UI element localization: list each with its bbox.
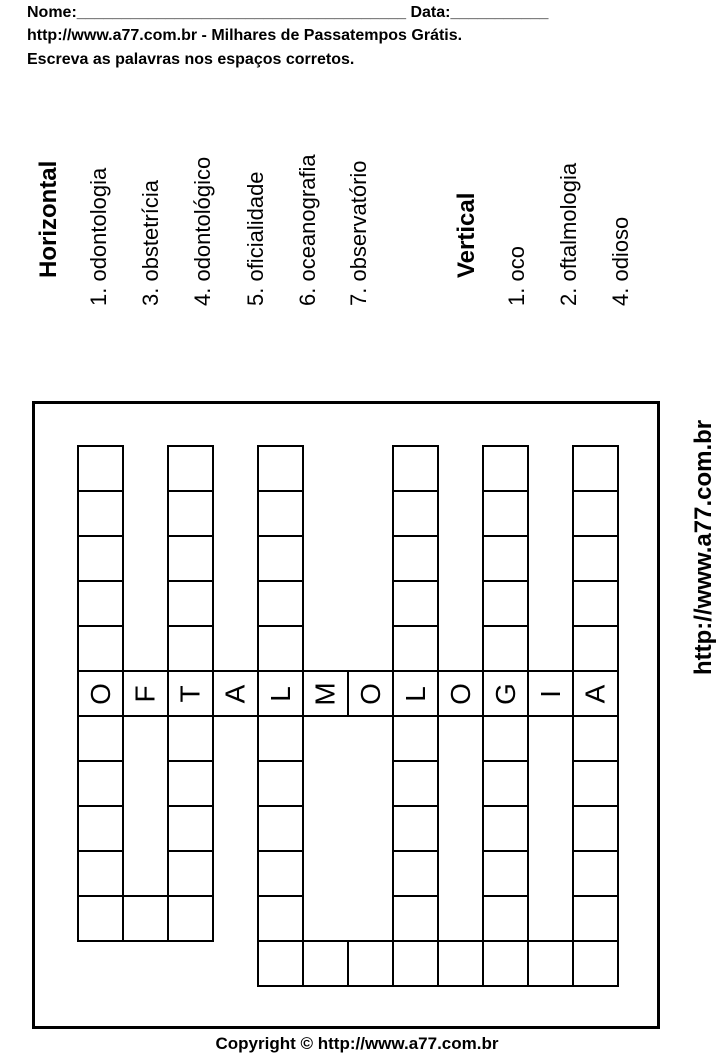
grid-cell[interactable] bbox=[437, 940, 484, 987]
grid-cell[interactable] bbox=[482, 760, 529, 807]
grid-letter: O bbox=[84, 682, 116, 705]
grid-cell[interactable] bbox=[482, 895, 529, 942]
grid-cell[interactable] bbox=[392, 670, 439, 717]
grid-cell[interactable] bbox=[392, 760, 439, 807]
horizontal-title: Horizontal bbox=[35, 160, 62, 278]
horizontal-clue: 7. observatório bbox=[346, 160, 371, 306]
grid-cell[interactable] bbox=[77, 805, 124, 852]
grid-cell[interactable] bbox=[167, 715, 214, 762]
grid-cell[interactable] bbox=[167, 490, 214, 537]
vertical-clue: 4. odioso bbox=[608, 216, 633, 306]
grid-cell[interactable] bbox=[392, 715, 439, 762]
grid-cell[interactable] bbox=[347, 940, 394, 987]
grid-cell[interactable] bbox=[392, 625, 439, 672]
grid-cell[interactable] bbox=[482, 670, 529, 717]
grid-cell[interactable] bbox=[77, 850, 124, 897]
name-date-line: Nome:_____________________________________ Data:___________ bbox=[27, 4, 549, 21]
grid-cell[interactable] bbox=[482, 625, 529, 672]
grid-cell[interactable] bbox=[77, 895, 124, 942]
grid-cell[interactable] bbox=[167, 445, 214, 492]
grid-cell[interactable] bbox=[572, 580, 619, 627]
grid-cell[interactable] bbox=[257, 805, 304, 852]
grid-cell[interactable] bbox=[392, 445, 439, 492]
grid-cell[interactable] bbox=[527, 670, 574, 717]
grid-cell[interactable] bbox=[347, 670, 394, 717]
grid-cell[interactable] bbox=[572, 535, 619, 582]
grid-cell[interactable] bbox=[572, 445, 619, 492]
grid-cell[interactable] bbox=[257, 580, 304, 627]
grid-cell[interactable] bbox=[572, 715, 619, 762]
grid-cell[interactable] bbox=[257, 625, 304, 672]
grid-cell[interactable] bbox=[257, 535, 304, 582]
grid-letter: M bbox=[309, 681, 341, 706]
vertical-title: Vertical bbox=[453, 192, 480, 278]
site-line: http://www.a77.com.br - Milhares de Passatempos Grátis. bbox=[27, 27, 463, 44]
grid-letter: T bbox=[174, 684, 206, 703]
grid-cell[interactable] bbox=[257, 850, 304, 897]
grid-cell[interactable] bbox=[482, 490, 529, 537]
grid-cell[interactable] bbox=[572, 760, 619, 807]
grid-cell[interactable] bbox=[302, 940, 349, 987]
grid-cell[interactable] bbox=[482, 535, 529, 582]
grid-cell[interactable] bbox=[167, 670, 214, 717]
grid-cell[interactable] bbox=[527, 940, 574, 987]
grid-cell[interactable] bbox=[437, 670, 484, 717]
grid-cell[interactable] bbox=[167, 805, 214, 852]
grid-cell[interactable] bbox=[257, 445, 304, 492]
grid-cell[interactable] bbox=[167, 535, 214, 582]
grid-letter: F bbox=[129, 684, 161, 703]
horizontal-clue: 3. obstetrícia bbox=[138, 180, 163, 306]
grid-cell[interactable] bbox=[482, 850, 529, 897]
grid-cell[interactable] bbox=[77, 625, 124, 672]
instructions-line: Escreva as palavras nos espaços corretos. bbox=[27, 51, 355, 68]
grid-cell[interactable] bbox=[167, 625, 214, 672]
grid-cell[interactable] bbox=[392, 490, 439, 537]
grid-cell[interactable] bbox=[392, 895, 439, 942]
grid-letter: L bbox=[264, 685, 296, 702]
horizontal-clue: 6. oceanografia bbox=[295, 154, 320, 306]
grid-letter: A bbox=[219, 684, 251, 703]
grid-cell[interactable] bbox=[257, 760, 304, 807]
copyright-footer: Copyright © http://www.a77.com.br bbox=[215, 1034, 499, 1053]
vertical-clue: 2. oftalmologia bbox=[556, 162, 581, 306]
grid-cell[interactable] bbox=[257, 940, 304, 987]
grid-cell[interactable] bbox=[77, 715, 124, 762]
grid-cell[interactable] bbox=[482, 715, 529, 762]
grid-letter: G bbox=[489, 682, 521, 705]
grid-cell[interactable] bbox=[257, 670, 304, 717]
grid-cell[interactable] bbox=[392, 850, 439, 897]
grid-cell[interactable] bbox=[257, 895, 304, 942]
grid-letter: L bbox=[399, 685, 431, 702]
grid-cell[interactable] bbox=[122, 895, 169, 942]
grid-cell[interactable] bbox=[167, 895, 214, 942]
grid-cell[interactable] bbox=[77, 670, 124, 717]
grid-cell[interactable] bbox=[302, 670, 349, 717]
horizontal-clue: 5. oficialidade bbox=[243, 171, 268, 306]
vertical-clue: 1. oco bbox=[504, 246, 529, 306]
grid-cell[interactable] bbox=[482, 940, 529, 987]
horizontal-clue: 1. odontologia bbox=[86, 167, 111, 306]
grid-cell[interactable] bbox=[392, 940, 439, 987]
grid-cell[interactable] bbox=[167, 580, 214, 627]
grid-cell[interactable] bbox=[167, 760, 214, 807]
grid-cell[interactable] bbox=[572, 805, 619, 852]
grid-cell[interactable] bbox=[167, 850, 214, 897]
grid-cell[interactable] bbox=[212, 670, 259, 717]
grid-cell[interactable] bbox=[77, 580, 124, 627]
grid-cell[interactable] bbox=[572, 895, 619, 942]
grid-cell[interactable] bbox=[257, 715, 304, 762]
grid-cell[interactable] bbox=[77, 760, 124, 807]
grid-cell[interactable] bbox=[572, 670, 619, 717]
grid-letter: I bbox=[534, 689, 566, 698]
grid-cell[interactable] bbox=[572, 940, 619, 987]
grid-cell[interactable] bbox=[572, 850, 619, 897]
grid-cell[interactable] bbox=[392, 580, 439, 627]
grid-cell[interactable] bbox=[482, 445, 529, 492]
side-url: http://www.a77.com.br bbox=[690, 419, 717, 675]
grid-cell[interactable] bbox=[77, 535, 124, 582]
grid-cell[interactable] bbox=[572, 625, 619, 672]
grid-cell[interactable] bbox=[392, 535, 439, 582]
grid-cell[interactable] bbox=[392, 805, 439, 852]
horizontal-clue: 4. odontológico bbox=[190, 156, 215, 306]
grid-cell[interactable] bbox=[257, 490, 304, 537]
grid-cell[interactable] bbox=[482, 580, 529, 627]
grid-cell[interactable] bbox=[122, 670, 169, 717]
grid-cell[interactable] bbox=[482, 805, 529, 852]
grid-letter: A bbox=[579, 684, 611, 703]
grid-cell[interactable] bbox=[77, 490, 124, 537]
grid-cell[interactable] bbox=[77, 445, 124, 492]
grid-letter: O bbox=[444, 682, 476, 705]
grid-letter: O bbox=[354, 682, 386, 705]
grid-cell[interactable] bbox=[572, 490, 619, 537]
